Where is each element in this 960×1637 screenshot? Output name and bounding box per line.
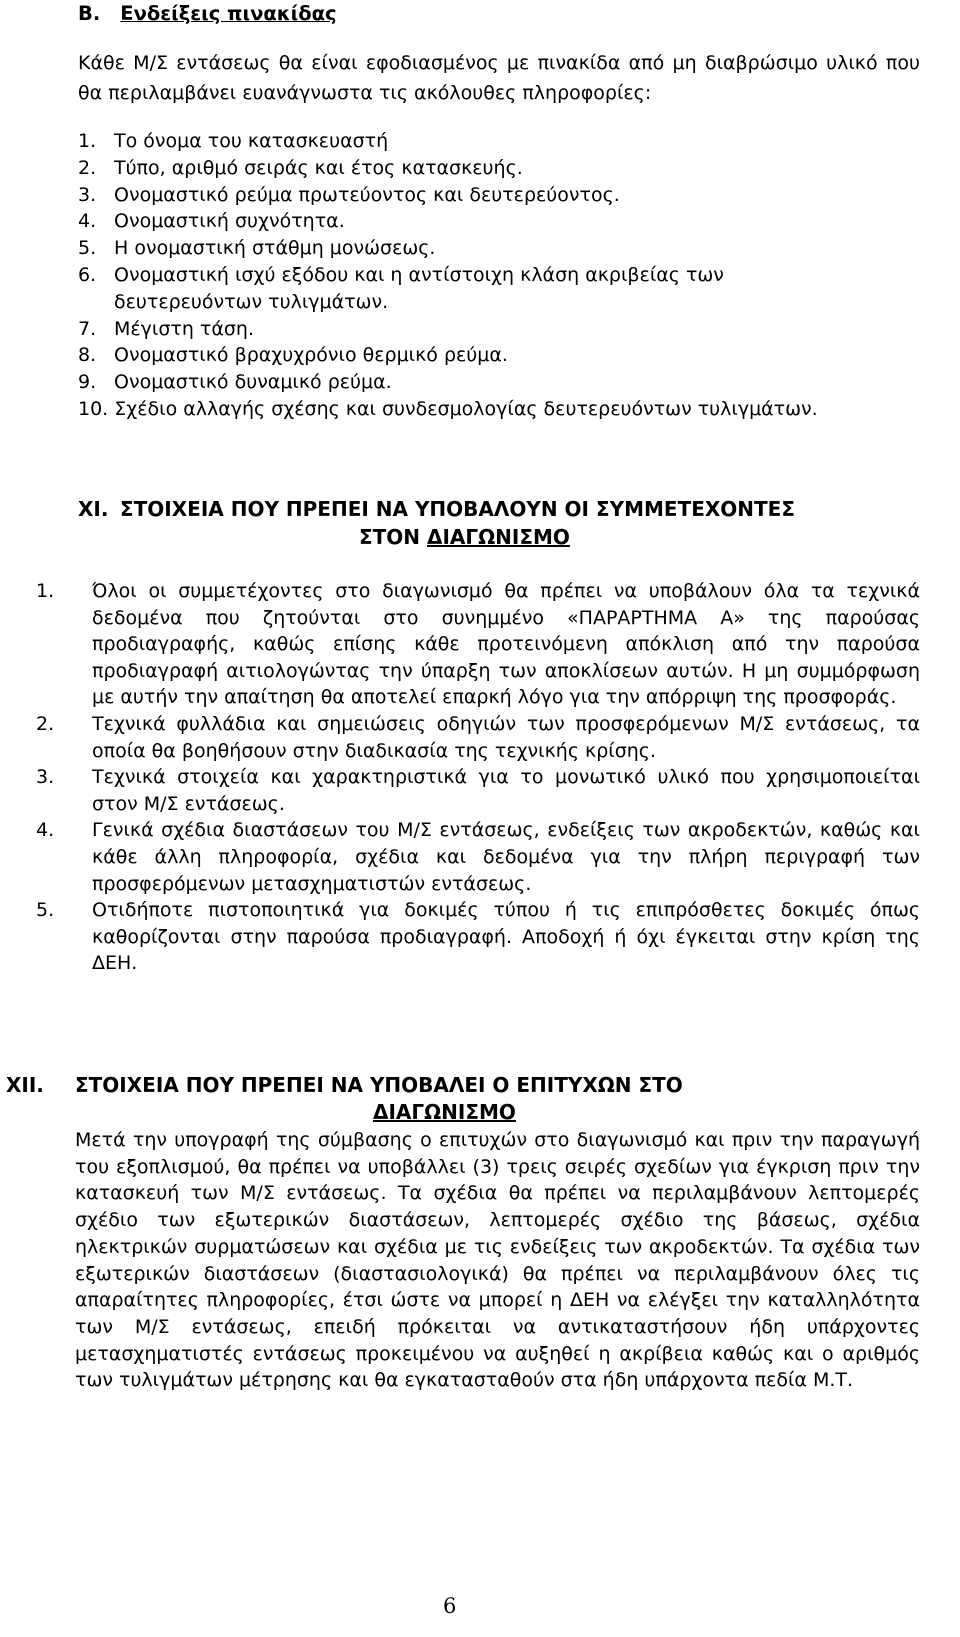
list-item: 3. Τεχνικά στοιχεία και χαρακτηριστικά για το μονωτικό υλικό που χρησιμοποιείται στον Μ/Σ εντάσεως. — [36, 766, 920, 815]
section-xi-title-line2: ΣΤΟΝ ΔΙΑΓΩΝΙΣΜΟ — [359, 525, 570, 549]
list-item: 8. Ονομαστικό βραχυχρόνιο θερμικό ρεύμα. — [78, 344, 508, 367]
list-item: 3. Ονομαστικό ρεύμα πρωτεύοντος και δευτερεύοντος. — [78, 183, 620, 206]
section-xii-title-line1: ΣΤΟΙΧΕΙΑ ΠΟΥ ΠΡΕΠΕΙ ΝΑ ΥΠΟΒΑΛΕΙ Ο ΕΠΙΤΥΧΩΝ ΣΤΟ — [75, 1073, 683, 1097]
list-item: 5. Η ονομαστική στάθμη μονώσεως. — [78, 237, 436, 260]
list-item: 6. Ονομαστική ισχύ εξόδου και η αντίστοιχη κλάση ακριβείας των δευτερευόντων τυλιγμάτων. — [78, 263, 724, 313]
section-xi-list — [36, 578, 920, 977]
section-b-letter: B. — [78, 2, 101, 25]
list-item: 9. Ονομαστικό δυναμικό ρεύμα. — [78, 371, 392, 394]
section-xi-title-line1: ΣΤΟΙΧΕΙΑ ΠΟΥ ΠΡΕΠΕΙ ΝΑ ΥΠΟΒΑΛΟΥΝ ΟΙ ΣΥΜΜΕΤΕΧΟΝΤΕΣ — [120, 497, 795, 521]
section-xii-paragraph: Μετά την υπογραφή της σύμβασης ο επιτυχών στο διαγωνισμό και πριν την παραγωγή του εξοπλισμού, θα πρέπει να υποβάλλει (3) τρεις σειρές σχεδίων για έγκριση πριν την κατασκευή των Μ/Σ εντάσεως. Τα σχέδια θα πρέπει να περιλαμβάνουν λεπτομερές σχέδιο των εξωτερικών διαστάσεων, λεπτομερές σχέδιο της βάσεως, σχέδια ηλεκτρικών συρματώσεων και σχέδια με τις ενδείξεις των ακροδεκτών. Τα σχέδια των εξωτερικών διαστάσεων (διαστασιολογικά) θα πρέπει να περιλαμβάνουν όλες τις απαραίτητες πληροφορίες, έτσι ώστε να μπορεί η ΔΕΗ να ελέγξει την καταλληλότητα των Μ/Σ εντάσεως, επειδή πρόκειται να αντικαταστήσουν ήδη υπάρχοντες μετασχηματιστές εντάσεως προκειμένου να αυξηθεί η ακρίβεια καθώς και ο αριθμός των τυλιγμάτων μέτρησης και θα εγκατασταθούν στα ήδη υπάρχοντα πεδία Μ.Τ. — [75, 1129, 920, 1392]
section-xii-numeral: XII. — [6, 1073, 44, 1097]
list-item: 2. Τύπο, αριθμό σειράς και έτος κατασκευής. — [78, 156, 523, 179]
list-item: 2. Τεχνικά φυλλάδια και σημειώσεις οδηγιών των προσφερόμενων Μ/Σ εντάσεως, τα οποία θα βοηθήσουν στην διαδικασία της τεχνικής κρίσης. — [36, 712, 920, 762]
section-b-intro: Κάθε Μ/Σ εντάσεως θα είναι εφοδιασμένος με πινακίδα από μη διαβρώσιμο υλικό που θα περιλαμβάνει ευανάγνωστα τις ακόλουθες πληροφορίες: — [78, 52, 920, 104]
list-item: 4. Γενικά σχέδια διαστάσεων του Μ/Σ εντάσεως, ενδείξεις των ακροδεκτών, καθώς και κάθε άλλη πληροφορία, σχέδια και δεδομένα για την πλήρη περιγραφή των προσφερόμενων μετασχηματιστών εντάσεως. — [36, 819, 920, 895]
section-xi-heading — [78, 495, 920, 555]
section-xii-title-line2: ΔΙΑΓΩΝΙΣΜΟ — [373, 1100, 516, 1124]
list-item: 1. Όλοι οι συμμετέχοντες στο διαγωνισμό θα πρέπει να υποβάλουν όλα τα τεχνικά δεδομένα που ζητούνται στο συνημμένο «ΠΑΡΑΡΤΗΜΑ Α» της παρούσας προδιαγραφής, καθώς επίσης κάθε προτεινόμενη απόκλιση από την παρούσα προδιαγραφή αιτιολογώντας την ύπαρξη των αποκλίσεων αυτών. Η μη συμμόρφωση με αυτήν την απαίτηση θα αποτελεί επαρκή λόγο για την απόρριψη της προσφοράς. — [36, 580, 920, 709]
list-item: 4. Ονομαστική συχνότητα. — [78, 210, 345, 233]
list-item: 7. Μέγιστη τάση. — [78, 317, 254, 340]
list-item: 1. Το όνομα του κατασκευαστή — [78, 130, 389, 152]
section-b-title: Ενδείξεις πινακίδας — [120, 2, 337, 25]
list-item: 10. Σχέδιο αλλαγής σχέσης και συνδεσμολογίας δευτερευόντων τυλιγμάτων. — [78, 397, 818, 420]
page-number: 6 — [443, 1594, 457, 1618]
section-xi-numeral: XI. — [78, 497, 109, 521]
list-item: 5. Οτιδήποτε πιστοποιητικά για δοκιμές τύπου ή τις επιπρόσθετες δοκιμές όπως καθορίζονται στην παρούσα προδιαγραφή. Αποδοχή ή όχι έγκειται στην κρίση της ΔΕΗ. — [36, 899, 920, 975]
section-b-heading — [78, 0, 337, 28]
section-b-list — [78, 128, 928, 423]
section-xii-heading — [0, 1071, 920, 1127]
